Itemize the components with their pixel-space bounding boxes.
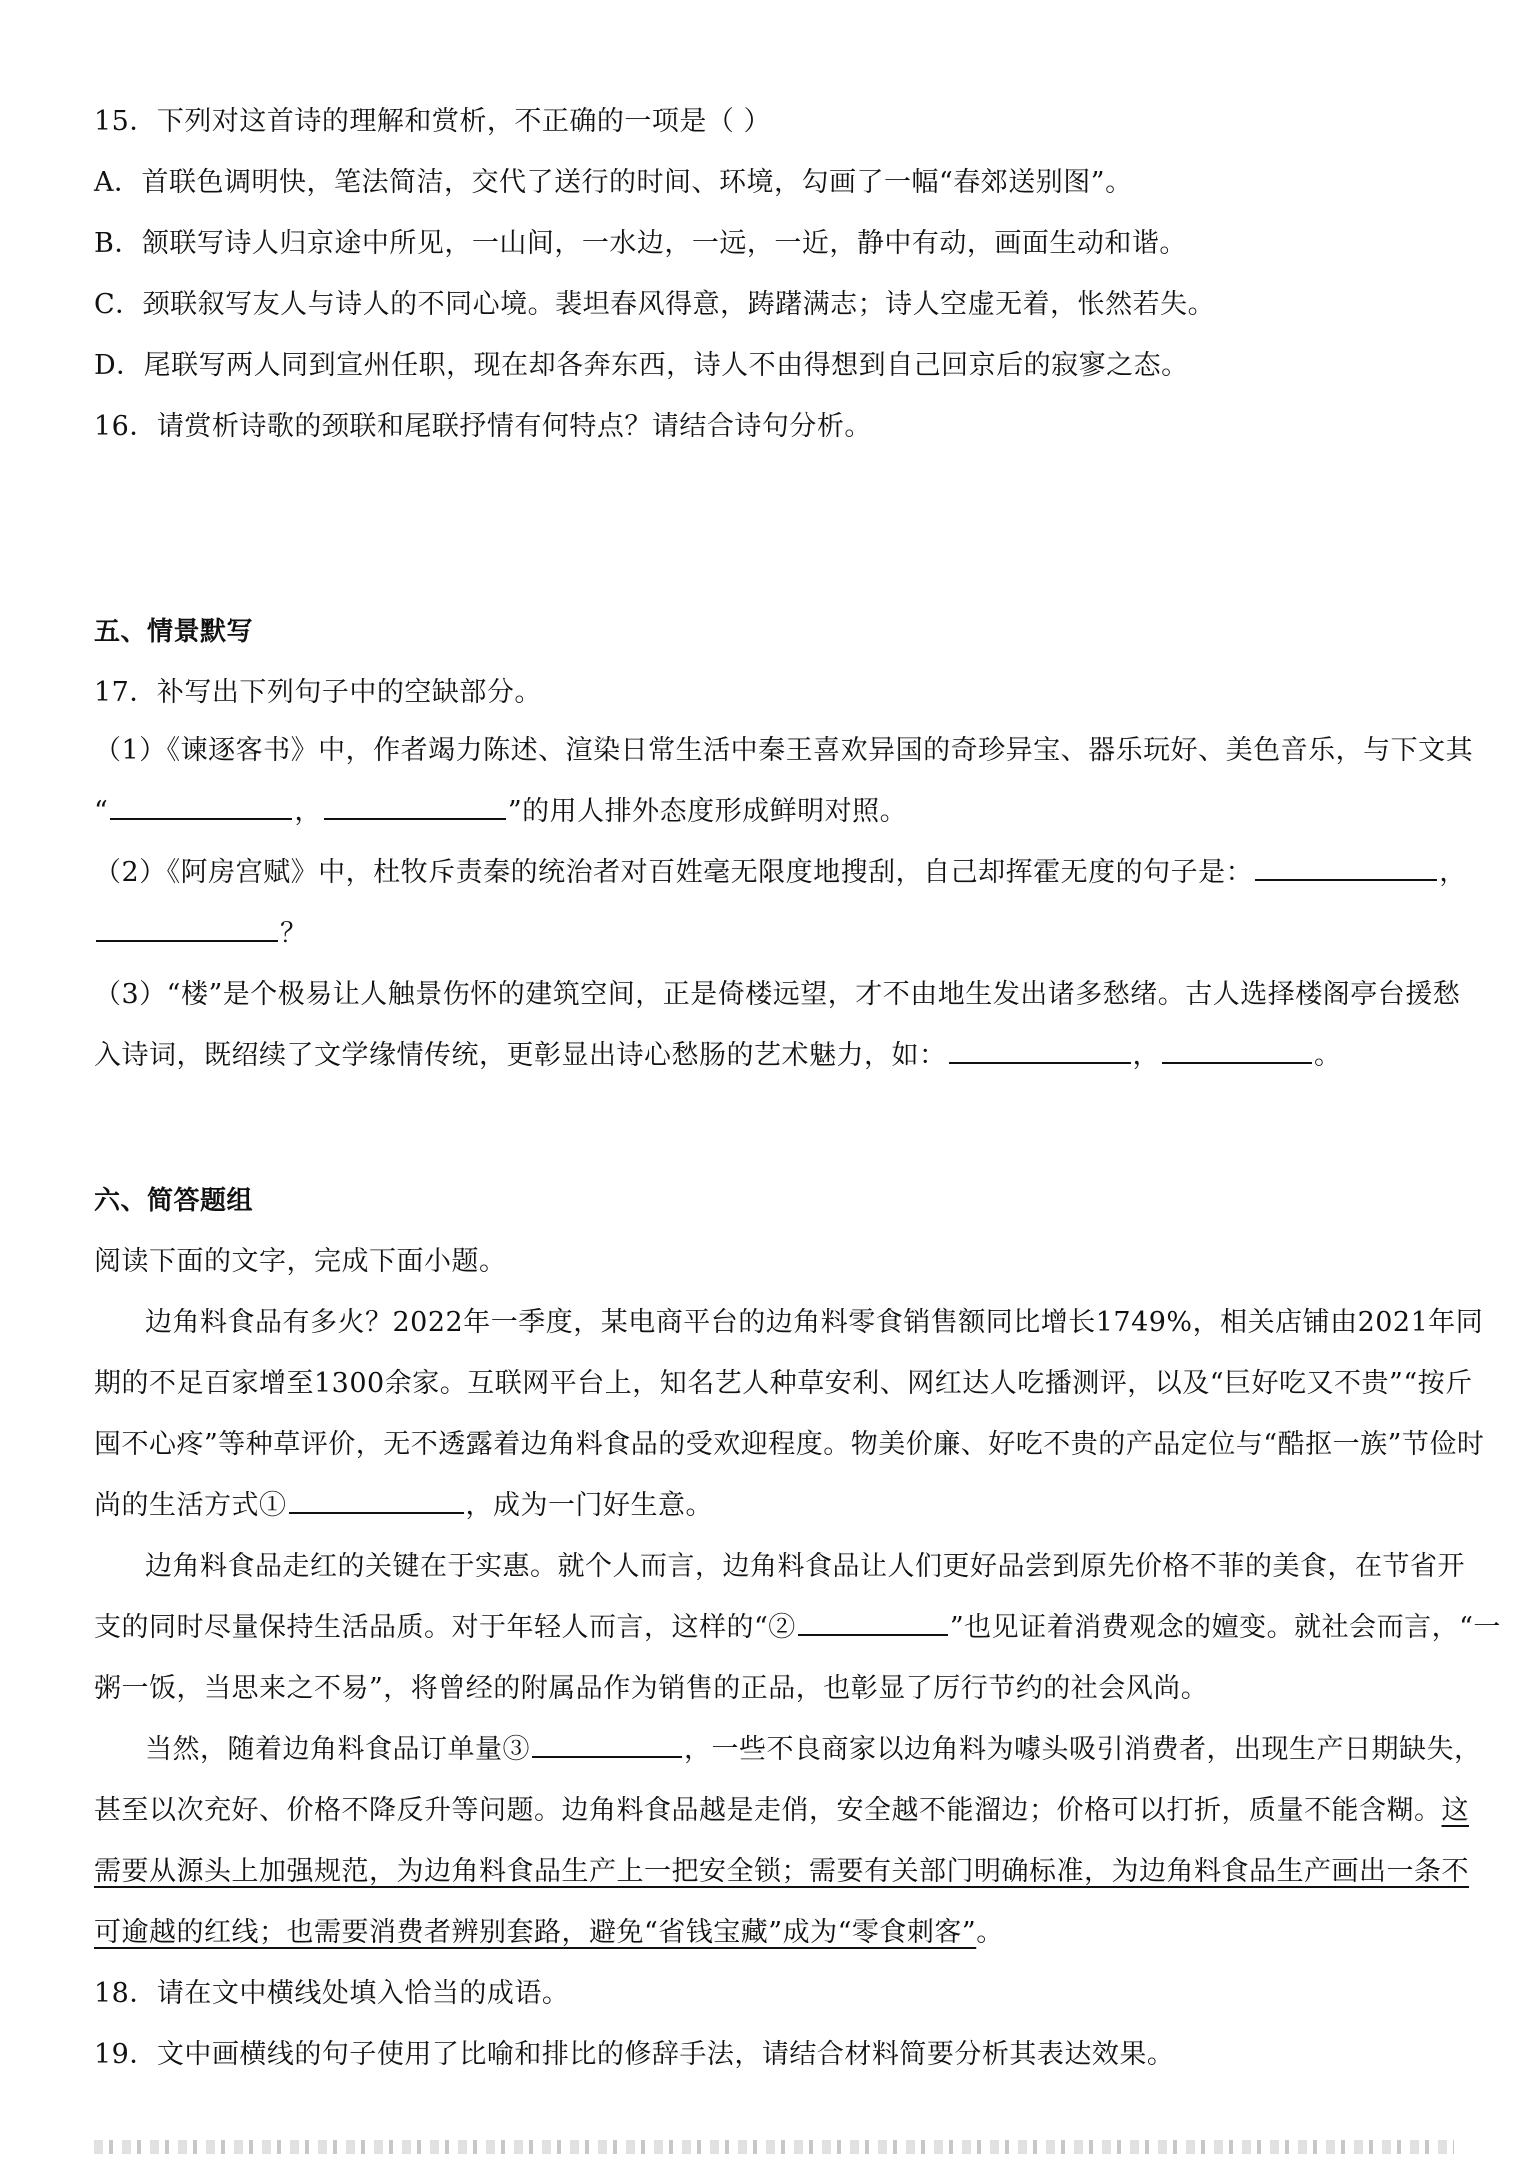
answer-blank[interactable] xyxy=(949,1036,1131,1064)
passage-p3-line4 xyxy=(94,1913,1454,1953)
passage-p3-line1 xyxy=(145,1730,1482,1770)
open-quote: “ xyxy=(94,796,109,827)
text: ”也见证着消费观念的嬗变。就社会而言，“一 xyxy=(949,1612,1501,1643)
period: 。 xyxy=(1314,1040,1342,1071)
passage-p2-line2 xyxy=(94,1608,1501,1648)
part1-tail: ”的用人排外态度形成鲜明对照。 xyxy=(507,796,908,827)
q15-stem: 15．下列对这首诗的理解和赏析，不正确的一项是（ ） xyxy=(94,106,771,137)
part3-text: 入诗词，既绍续了文学缘情传统，更彰显出诗心愁肠的艺术魅力，如： xyxy=(94,1040,947,1071)
section5-heading: 五、情景默写 xyxy=(94,617,254,647)
q16-stem: 16．请赏析诗歌的颈联和尾联抒情有何特点？请结合诗句分析。 xyxy=(94,411,872,442)
answer-blank[interactable] xyxy=(1255,853,1437,881)
answer-blank[interactable] xyxy=(110,792,292,820)
text: 支的同时尽量保持生活品质。对于年轻人而言，这样的“② xyxy=(94,1612,796,1643)
passage-p2-line3: 粥一饭，当思来之不易”，将曾经的附属品作为销售的正品，也彰显了厉行节约的社会风尚。 xyxy=(94,1673,1209,1704)
underlined-text: 可逾越的红线；也需要消费者辨别套路，避免“省钱宝藏”成为“零食刺客” xyxy=(94,1917,977,1948)
text: 当然，随着边角料食品订单量③ xyxy=(145,1734,530,1765)
q17-part3-line1: （3）“楼”是个极易让人触景伤怀的建筑空间，正是倚楼远望，才不由地生发出诸多愁绪。古人选择楼阁亭台援愁 xyxy=(94,979,1461,1010)
q19-stem: 19．文中画横线的句子使用了比喻和排比的修辞手法，请结合材料简要分析其表达效果。 xyxy=(94,2039,1175,2070)
q17-part2-line2 xyxy=(94,914,1454,954)
scan-footer-artifact xyxy=(94,2140,1454,2154)
q15-option-b: B．颔联写诗人归京途中所见，一山间，一水边，一远，一近，静中有动，画面生动和谐。 xyxy=(94,228,1187,259)
comma: ， xyxy=(294,796,322,827)
passage-p3-line3 xyxy=(94,1852,1469,1892)
text: 甚至以次充好、价格不降反升等问题。边角料食品越是走俏，安全越不能溜边；价格可以打折，质量不能含糊。 xyxy=(94,1795,1442,1826)
q17-part2-line1 xyxy=(94,853,1467,893)
comma: ， xyxy=(1132,1040,1160,1071)
underlined-text: 这 xyxy=(1441,1795,1469,1826)
passage-p1-line3: 囤不心疼”等种草评价，无不透露着边角料食品的受欢迎程度。物美价廉、好吃不贵的产品定位与“酷抠一族”节俭时 xyxy=(94,1429,1485,1460)
underlined-text: 需要从源头上加强规范，为边角料食品生产上一把安全锁；需要有关部门明确标准，为边角料食品生产画出一条不 xyxy=(94,1856,1469,1887)
text: ，一些不良商家以边角料为噱头吸引消费者，出现生产日期缺失， xyxy=(684,1734,1482,1765)
answer-blank[interactable] xyxy=(96,914,278,942)
text: 尚的生活方式① xyxy=(94,1490,287,1521)
comma: ， xyxy=(1439,857,1467,888)
blank-1[interactable] xyxy=(289,1486,464,1514)
section6-heading: 六、简答题组 xyxy=(94,1186,254,1216)
passage-p1-line2: 期的不足百家增至1300余家。互联网平台上，知名艺人种草安利、网红达人吃播测评，以及“巨好吃又不贵”“按斤 xyxy=(94,1368,1473,1399)
passage-p3-line2 xyxy=(94,1791,1469,1831)
q15-option-d: D．尾联写两人同到宣州任职，现在却各奔东西，诗人不由得想到自己回京后的寂寥之态。 xyxy=(94,350,1189,381)
part2-text: （2）《阿房宫赋》中，杜牧斥责秦的统治者对百姓毫无限度地搜刮，自己却挥霍无度的句子是： xyxy=(94,857,1254,888)
q15-option-a: A．首联色调明快，笔法简洁，交代了送行的时间、环境，勾画了一幅“春郊送别图”。 xyxy=(94,167,1133,198)
period: 。 xyxy=(976,1917,1004,1948)
answer-blank[interactable] xyxy=(324,792,506,820)
q15-option-c: C．颈联叙写友人与诗人的不同心境。裴坦春风得意，踌躇满志；诗人空虚无着，怅然若失。 xyxy=(94,289,1216,320)
question-mark: ？ xyxy=(280,918,308,949)
q17-part1-line1: （1）《谏逐客书》中，作者竭力陈述、渲染日常生活中秦王喜欢异国的奇珍异宝、器乐玩好、美色音乐，与下文其 xyxy=(94,735,1474,766)
blank-2[interactable] xyxy=(798,1608,948,1636)
passage-p1-line4 xyxy=(94,1486,1454,1526)
passage-p1-line1: 边角料食品有多火？2022年一季度，某电商平台的边角料零食销售额同比增长1749%，相关店铺由2021年同 xyxy=(145,1307,1484,1338)
reading-intro: 阅读下面的文字，完成下面小题。 xyxy=(94,1246,507,1277)
answer-blank[interactable] xyxy=(1162,1036,1312,1064)
q17-part3-line2 xyxy=(94,1036,1454,1076)
blank-3[interactable] xyxy=(532,1730,682,1758)
passage-p2-line1: 边角料食品走红的关键在于实惠。就个人而言，边角料食品让人们更好品尝到原先价格不菲的美食，在节省开 xyxy=(145,1551,1465,1582)
text: ，成为一门好生意。 xyxy=(465,1490,713,1521)
q18-stem: 18．请在文中横线处填入恰当的成语。 xyxy=(94,1978,570,2009)
q17-part1-line2 xyxy=(94,792,1454,832)
q17-stem: 17．补写出下列句子中的空缺部分。 xyxy=(94,677,542,708)
